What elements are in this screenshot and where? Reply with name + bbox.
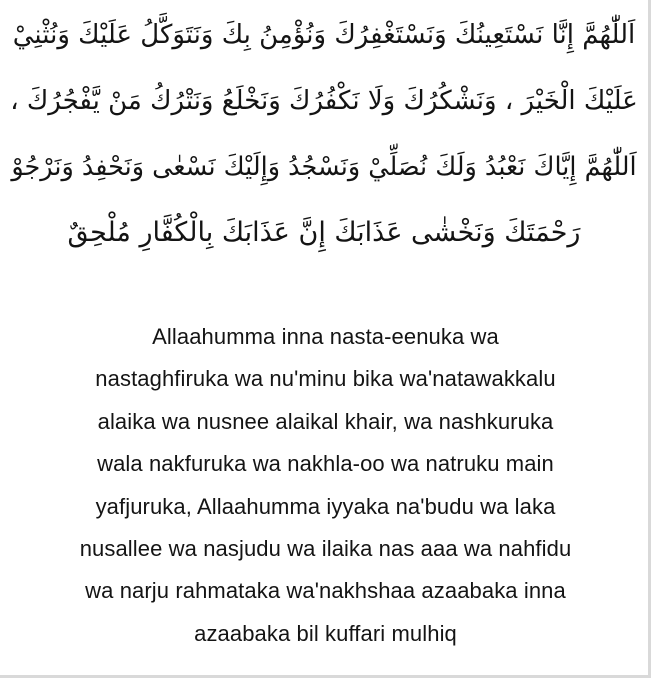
arabic-line-1: اَللّٰهُمَّ إِنَّا نَسْتَعِينُكَ وَنَسْتَغْفِرُكَ وَنُؤْمِنُ بِكَ وَنَتَوَكَّلُ عَلَيْكَ وَنُثْنِيْ — [12, 20, 636, 50]
transliteration-line-2: nastaghfiruka wa nu'minu bika wa'natawakkalu — [95, 366, 556, 392]
transliteration-line-7: wa narju rahmataka wa'nakhshaa azaabaka inna — [85, 578, 566, 604]
arabic-line-2: عَلَيْكَ الْخَيْرَ ، وَنَشْكُرُكَ وَلَا نَكْفُرُكَ وَنَخْلَعُ وَنَتْرُكُ مَنْ يَّفْجُرُكَ ، — [10, 86, 638, 116]
arabic-line-4: رَحْمَتَكَ وَنَخْشٰى عَذَابَكَ إِنَّ عَذَابَكَ بِالْكُفَّارِ مُلْحِقٌ — [67, 217, 581, 248]
arabic-text-block — [10, 2, 638, 266]
transliteration-line-5: yafjuruka, Allaahumma iyyaka na'budu wa laka — [95, 493, 556, 519]
transliteration-line-8: azaabaka bil kuffari mulhiq — [194, 620, 457, 646]
arabic-line-3: اَللّٰهُمَّ إِيَّاكَ نَعْبُدُ وَلَكَ نُصَلِّيْ وَنَسْجُدُ وَإِلَيْكَ نَسْعٰى وَنَحْفِدُ وَنَرْجُوْ — [11, 152, 637, 182]
transliteration-line-6: nusallee wa nasjudu wa ilaika nas aaa wa nahfidu — [79, 535, 572, 561]
transliteration-line-1: Allaahumma inna nasta-eenuka wa — [152, 324, 499, 349]
transliteration-line-4: wala nakfuruka wa nakhla-oo wa natruku main — [97, 451, 554, 477]
transliteration-text-block — [0, 316, 651, 655]
transliteration-line-3: alaika wa nusnee alaikal khair, wa nashkuruka — [97, 408, 554, 434]
